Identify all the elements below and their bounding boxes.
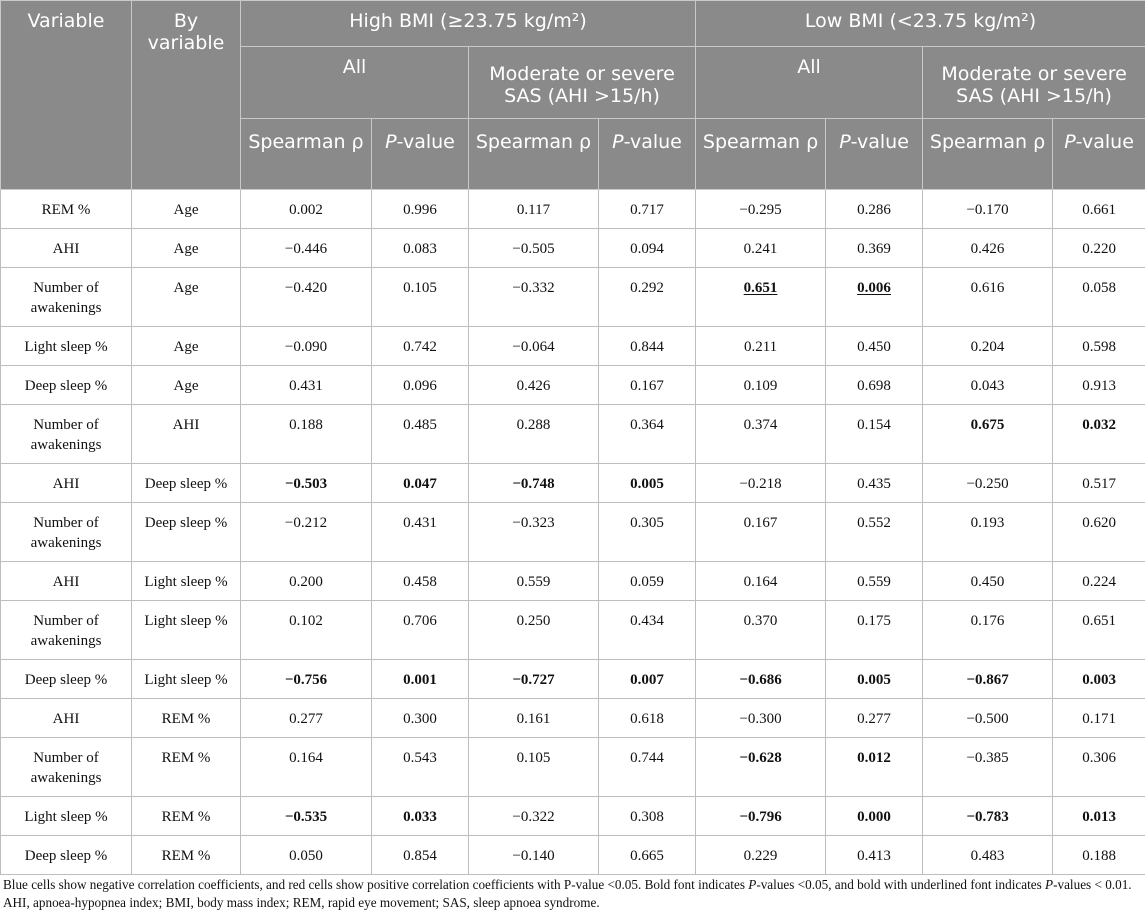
cell-spearman: 0.229 — [696, 836, 826, 875]
table-row — [1, 660, 1145, 699]
cell-p-value: 0.434 — [599, 601, 696, 660]
table-header — [1, 1, 1145, 190]
cell-by-variable: AHI — [132, 405, 241, 464]
cell-spearman: 0.370 — [696, 601, 826, 660]
cell-p-value: 0.559 — [826, 562, 923, 601]
cell-spearman: −0.796 — [696, 797, 826, 836]
cell-p-value: 0.698 — [826, 366, 923, 405]
cell-p-value: 0.665 — [599, 836, 696, 875]
cell-p-value: 0.013 — [1053, 797, 1145, 836]
cell-spearman: 0.109 — [696, 366, 826, 405]
cell-p-value: 0.300 — [372, 699, 469, 738]
table-row — [1, 836, 1145, 875]
cell-p-value: 0.485 — [372, 405, 469, 464]
cell-p-value: 0.620 — [1053, 503, 1145, 562]
cell-p-value: 0.286 — [826, 190, 923, 229]
cell-variable: Number of awakenings — [1, 503, 132, 562]
cell-spearman: 0.559 — [469, 562, 599, 601]
cell-p-value: 0.094 — [599, 229, 696, 268]
cell-by-variable: Deep sleep % — [132, 503, 241, 562]
cell-spearman: −0.505 — [469, 229, 599, 268]
cell-p-value: 0.007 — [599, 660, 696, 699]
cell-by-variable: REM % — [132, 699, 241, 738]
cell-spearman: 0.241 — [696, 229, 826, 268]
cell-variable: AHI — [1, 699, 132, 738]
header-p-value: P-value — [826, 119, 923, 190]
cell-spearman: −0.300 — [696, 699, 826, 738]
cell-spearman: 0.164 — [696, 562, 826, 601]
cell-by-variable: Light sleep % — [132, 601, 241, 660]
header-high-moderate: Moderate or severe SAS (AHI >15/h) — [469, 47, 696, 119]
cell-spearman: −0.250 — [923, 464, 1053, 503]
cell-spearman: 0.450 — [923, 562, 1053, 601]
cell-p-value: 0.171 — [1053, 699, 1145, 738]
table-row — [1, 562, 1145, 601]
cell-spearman: −0.090 — [241, 327, 372, 366]
cell-by-variable: Age — [132, 268, 241, 327]
cell-p-value: 0.543 — [372, 738, 469, 797]
cell-p-value: 0.005 — [599, 464, 696, 503]
cell-p-value: 0.047 — [372, 464, 469, 503]
cell-spearman: 0.164 — [241, 738, 372, 797]
table-row — [1, 229, 1145, 268]
cell-p-value: 0.292 — [599, 268, 696, 327]
cell-spearman: −0.748 — [469, 464, 599, 503]
cell-spearman: −0.783 — [923, 797, 1053, 836]
table-row — [1, 738, 1145, 797]
cell-spearman: 0.277 — [241, 699, 372, 738]
cell-p-value: 0.706 — [372, 601, 469, 660]
cell-by-variable: Light sleep % — [132, 660, 241, 699]
cell-p-value: 0.154 — [826, 405, 923, 464]
cell-variable: Deep sleep % — [1, 366, 132, 405]
cell-spearman: 0.211 — [696, 327, 826, 366]
cell-p-value: 0.001 — [372, 660, 469, 699]
cell-spearman: 0.102 — [241, 601, 372, 660]
cell-spearman: 0.250 — [469, 601, 599, 660]
cell-spearman: −0.756 — [241, 660, 372, 699]
cell-p-value: 0.175 — [826, 601, 923, 660]
cell-variable: AHI — [1, 229, 132, 268]
table-body — [1, 190, 1145, 875]
cell-spearman: 0.050 — [241, 836, 372, 875]
cell-spearman: 0.616 — [923, 268, 1053, 327]
cell-p-value: 0.517 — [1053, 464, 1145, 503]
cell-variable: REM % — [1, 190, 132, 229]
cell-variable: Deep sleep % — [1, 660, 132, 699]
cell-by-variable: Age — [132, 229, 241, 268]
cell-spearman: 0.426 — [469, 366, 599, 405]
cell-spearman: −0.500 — [923, 699, 1053, 738]
cell-p-value: 0.431 — [372, 503, 469, 562]
table-row — [1, 268, 1145, 327]
cell-variable: Number of awakenings — [1, 268, 132, 327]
cell-p-value: 0.059 — [599, 562, 696, 601]
cell-p-value: 0.277 — [826, 699, 923, 738]
cell-p-value: 0.167 — [599, 366, 696, 405]
cell-spearman: 0.188 — [241, 405, 372, 464]
cell-p-value: 0.996 — [372, 190, 469, 229]
cell-p-value: 0.744 — [599, 738, 696, 797]
cell-spearman: 0.431 — [241, 366, 372, 405]
cell-p-value: 0.033 — [372, 797, 469, 836]
cell-p-value: 0.413 — [826, 836, 923, 875]
cell-spearman: 0.374 — [696, 405, 826, 464]
header-spearman: Spearman ρ — [923, 119, 1053, 190]
cell-p-value: 0.012 — [826, 738, 923, 797]
cell-p-value: 0.717 — [599, 190, 696, 229]
cell-p-value: 0.224 — [1053, 562, 1145, 601]
cell-spearman: −0.323 — [469, 503, 599, 562]
cell-spearman: 0.675 — [923, 405, 1053, 464]
header-spearman: Spearman ρ — [696, 119, 826, 190]
cell-p-value: 0.220 — [1053, 229, 1145, 268]
cell-by-variable: REM % — [132, 836, 241, 875]
cell-spearman: −0.535 — [241, 797, 372, 836]
table-footnote: Blue cells show negative correlation coefficients, and red cells show positive correlation coefficients with P-value <0.05. Bold font indicates P-values <0.05, and bold with underlined font indicates P-values < 0.01. AHI, apnoea-hypopnea index; BMI, body mass index; REM, rapid eye movement; SAS, sleep apnoea syndrome. — [3, 877, 1132, 910]
cell-spearman: −0.218 — [696, 464, 826, 503]
cell-spearman: 0.288 — [469, 405, 599, 464]
cell-spearman: 0.483 — [923, 836, 1053, 875]
cell-p-value: 0.032 — [1053, 405, 1145, 464]
cell-spearman: −0.420 — [241, 268, 372, 327]
cell-spearman: −0.727 — [469, 660, 599, 699]
header-high-bmi: High BMI (≥23.75 kg/m²) — [241, 1, 696, 47]
table-row — [1, 366, 1145, 405]
cell-p-value: 0.306 — [1053, 738, 1145, 797]
cell-spearman: −0.503 — [241, 464, 372, 503]
cell-spearman: −0.295 — [696, 190, 826, 229]
cell-spearman: −0.446 — [241, 229, 372, 268]
cell-p-value: 0.742 — [372, 327, 469, 366]
cell-by-variable: Age — [132, 366, 241, 405]
header-low-bmi: Low BMI (<23.75 kg/m²) — [696, 1, 1145, 47]
cell-spearman: −0.385 — [923, 738, 1053, 797]
cell-spearman: 0.651 — [696, 268, 826, 327]
cell-variable: AHI — [1, 464, 132, 503]
cell-p-value: 0.435 — [826, 464, 923, 503]
header-low-all: All — [696, 47, 923, 119]
cell-p-value: 0.458 — [372, 562, 469, 601]
table-row — [1, 797, 1145, 836]
header-p-value: P-value — [599, 119, 696, 190]
cell-spearman: 0.200 — [241, 562, 372, 601]
cell-spearman: 0.193 — [923, 503, 1053, 562]
cell-p-value: 0.913 — [1053, 366, 1145, 405]
cell-p-value: 0.006 — [826, 268, 923, 327]
cell-spearman: 0.426 — [923, 229, 1053, 268]
cell-p-value: 0.308 — [599, 797, 696, 836]
cell-p-value: 0.364 — [599, 405, 696, 464]
table-row — [1, 327, 1145, 366]
cell-spearman: 0.204 — [923, 327, 1053, 366]
header-high-all: All — [241, 47, 469, 119]
table-row — [1, 405, 1145, 464]
table-row — [1, 464, 1145, 503]
cell-spearman: −0.212 — [241, 503, 372, 562]
header-p-value: P-value — [372, 119, 469, 190]
cell-spearman: 0.161 — [469, 699, 599, 738]
cell-p-value: 0.618 — [599, 699, 696, 738]
cell-variable: AHI — [1, 562, 132, 601]
header-spearman: Spearman ρ — [241, 119, 372, 190]
cell-variable: Number of awakenings — [1, 405, 132, 464]
cell-spearman: −0.867 — [923, 660, 1053, 699]
header-by-variable: By variable — [132, 1, 241, 190]
table-row — [1, 190, 1145, 229]
cell-p-value: 0.188 — [1053, 836, 1145, 875]
header-spearman: Spearman ρ — [469, 119, 599, 190]
cell-spearman: 0.176 — [923, 601, 1053, 660]
cell-by-variable: Age — [132, 327, 241, 366]
cell-variable: Number of awakenings — [1, 601, 132, 660]
cell-spearman: 0.117 — [469, 190, 599, 229]
cell-by-variable: Deep sleep % — [132, 464, 241, 503]
table-row — [1, 699, 1145, 738]
cell-spearman: −0.628 — [696, 738, 826, 797]
cell-p-value: 0.058 — [1053, 268, 1145, 327]
cell-spearman: 0.105 — [469, 738, 599, 797]
cell-p-value: 0.000 — [826, 797, 923, 836]
cell-spearman: −0.332 — [469, 268, 599, 327]
cell-by-variable: REM % — [132, 797, 241, 836]
cell-spearman: −0.170 — [923, 190, 1053, 229]
table-row — [1, 601, 1145, 660]
cell-p-value: 0.096 — [372, 366, 469, 405]
cell-spearman: −0.686 — [696, 660, 826, 699]
cell-by-variable: REM % — [132, 738, 241, 797]
cell-p-value: 0.003 — [1053, 660, 1145, 699]
cell-p-value: 0.105 — [372, 268, 469, 327]
cell-by-variable: Age — [132, 190, 241, 229]
cell-p-value: 0.651 — [1053, 601, 1145, 660]
cell-p-value: 0.369 — [826, 229, 923, 268]
cell-p-value: 0.083 — [372, 229, 469, 268]
cell-spearman: 0.167 — [696, 503, 826, 562]
cell-spearman: 0.002 — [241, 190, 372, 229]
header-variable: Variable — [1, 1, 132, 190]
header-p-value: P-value — [1053, 119, 1145, 190]
cell-p-value: 0.661 — [1053, 190, 1145, 229]
cell-p-value: 0.005 — [826, 660, 923, 699]
cell-p-value: 0.854 — [372, 836, 469, 875]
cell-spearman: −0.064 — [469, 327, 599, 366]
cell-variable: Light sleep % — [1, 327, 132, 366]
cell-spearman: −0.140 — [469, 836, 599, 875]
cell-p-value: 0.844 — [599, 327, 696, 366]
cell-variable: Light sleep % — [1, 797, 132, 836]
header-low-moderate: Moderate or severe SAS (AHI >15/h) — [923, 47, 1145, 119]
cell-by-variable: Light sleep % — [132, 562, 241, 601]
cell-p-value: 0.450 — [826, 327, 923, 366]
cell-variable: Number of awakenings — [1, 738, 132, 797]
cell-p-value: 0.552 — [826, 503, 923, 562]
table-row — [1, 503, 1145, 562]
cell-p-value: 0.598 — [1053, 327, 1145, 366]
cell-variable: Deep sleep % — [1, 836, 132, 875]
cell-p-value: 0.305 — [599, 503, 696, 562]
cell-spearman: −0.322 — [469, 797, 599, 836]
cell-spearman: 0.043 — [923, 366, 1053, 405]
